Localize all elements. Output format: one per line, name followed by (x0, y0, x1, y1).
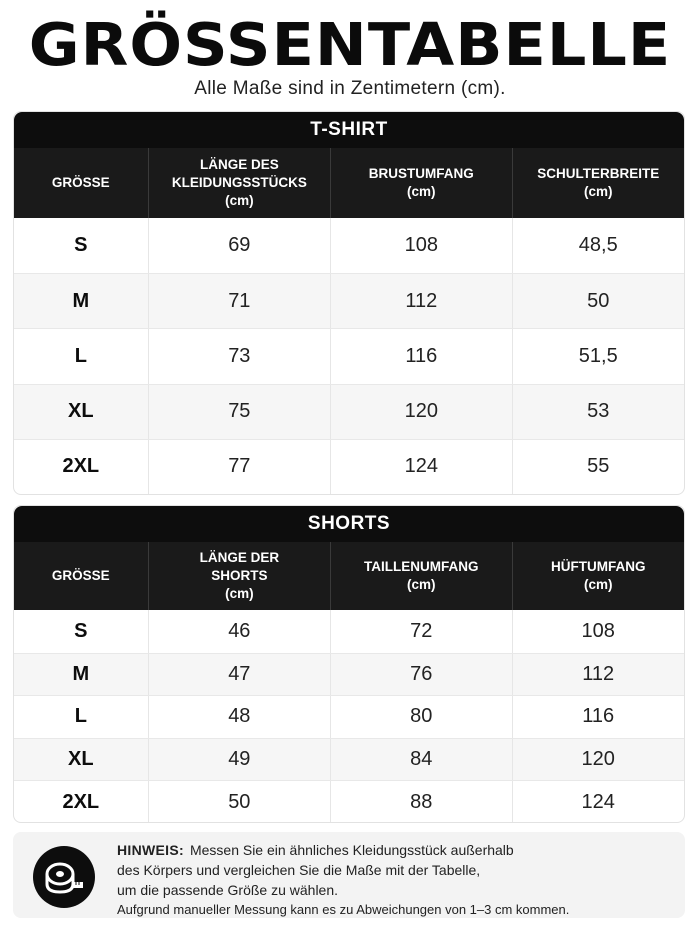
value-cell: 108 (330, 218, 511, 273)
value-cell: 46 (148, 610, 330, 653)
value-cell: 120 (330, 385, 511, 439)
value-cell: 76 (330, 654, 511, 696)
header-line: (cm) (225, 193, 254, 208)
header-line: BRUSTUMFANG (368, 166, 474, 181)
note-text (117, 840, 677, 920)
header-line: LÄNGE DER (199, 550, 280, 565)
header-line: LÄNGE DES (199, 157, 279, 172)
size-cell: M (72, 662, 90, 685)
header-line: (cm) (225, 586, 254, 601)
table-row (14, 653, 684, 696)
size-cell: L (74, 705, 87, 728)
value-cell: 84 (330, 739, 511, 781)
value-cell: 112 (512, 654, 684, 696)
note-disclaimer: Aufgrund manueller Messung kann es zu Abweichungen von 1–3 cm kommen. (117, 902, 570, 917)
value-cell: 48,5 (512, 218, 684, 273)
tshirt-header-chest (330, 148, 511, 218)
shorts-header-waist (330, 542, 511, 610)
value-cell: 49 (148, 739, 330, 781)
header-line: (cm) (584, 184, 613, 199)
header-line: GRÖSSE (51, 175, 110, 190)
note-line: Messen Sie ein ähnliches Kleidungsstück außerhalb (189, 842, 514, 858)
shorts-table-title: SHORTS (14, 506, 684, 542)
table-row (14, 695, 684, 738)
header-line: GRÖSSE (51, 568, 110, 583)
measuring-tape-icon (33, 846, 95, 908)
size-cell: 2XL (62, 790, 100, 813)
value-cell: 77 (148, 440, 330, 494)
table-row (14, 384, 684, 439)
header-line: SCHULTERBREITE (537, 166, 660, 181)
tshirt-header-size (14, 148, 148, 218)
size-cell: M (72, 289, 90, 312)
header-line: (cm) (583, 577, 613, 592)
size-cell: XL (68, 748, 94, 771)
value-cell: 80 (330, 696, 511, 738)
value-cell: 108 (512, 610, 684, 653)
value-cell: 55 (512, 440, 684, 494)
value-cell: 124 (330, 440, 511, 494)
table-row (14, 738, 684, 781)
table-row (14, 439, 684, 494)
tshirt-table-title: T-SHIRT (14, 112, 684, 148)
value-cell: 53 (512, 385, 684, 439)
value-cell: 73 (148, 329, 330, 383)
tshirt-size-table (13, 111, 685, 495)
note-line: um die passende Größe zu wählen. (117, 882, 339, 898)
table-row (14, 218, 684, 273)
shorts-header-hip (512, 542, 684, 610)
size-cell: XL (68, 400, 94, 423)
note-label: HINWEIS: (117, 842, 184, 858)
value-cell: 116 (330, 329, 511, 383)
value-cell: 116 (512, 696, 684, 738)
measurement-note (13, 832, 685, 918)
header-line: SHORTS (211, 568, 268, 583)
shorts-header-row (14, 542, 684, 610)
value-cell: 48 (148, 696, 330, 738)
shorts-size-table (13, 505, 685, 823)
value-cell: 50 (148, 781, 330, 823)
value-cell: 47 (148, 654, 330, 696)
value-cell: 72 (330, 610, 511, 653)
size-cell: S (74, 234, 88, 257)
size-cell: L (74, 344, 87, 367)
table-row (14, 610, 684, 653)
value-cell: 50 (512, 274, 684, 328)
header-line: KLEIDUNGSSTÜCKS (171, 175, 307, 190)
table-row (14, 273, 684, 328)
shorts-header-length (148, 542, 330, 610)
table-row (14, 780, 684, 823)
tshirt-header-length (148, 148, 330, 218)
header-line: (cm) (407, 577, 436, 592)
value-cell: 51,5 (512, 329, 684, 383)
tshirt-header-shoulder (512, 148, 684, 218)
table-row (14, 328, 684, 383)
value-cell: 124 (512, 781, 684, 823)
header-line: TAILLENUMFANG (364, 559, 479, 574)
page-subtitle: Alle Maße sind in Zentimetern (cm). (194, 78, 506, 99)
value-cell: 120 (512, 739, 684, 781)
value-cell: 112 (330, 274, 511, 328)
shorts-header-size (14, 542, 148, 610)
header-line: (cm) (407, 184, 436, 199)
header-line: HÜFTUMFANG (551, 559, 646, 574)
value-cell: 75 (148, 385, 330, 439)
value-cell: 88 (330, 781, 511, 823)
value-cell: 69 (148, 218, 330, 273)
tshirt-header-row (14, 148, 684, 218)
page-title: GRÖSSENTABELLE (28, 9, 672, 80)
size-cell: S (74, 619, 88, 642)
size-cell: 2XL (62, 455, 100, 478)
value-cell: 71 (148, 274, 330, 328)
note-line: des Körpers und vergleichen Sie die Maße mit der Tabelle, (117, 862, 481, 878)
